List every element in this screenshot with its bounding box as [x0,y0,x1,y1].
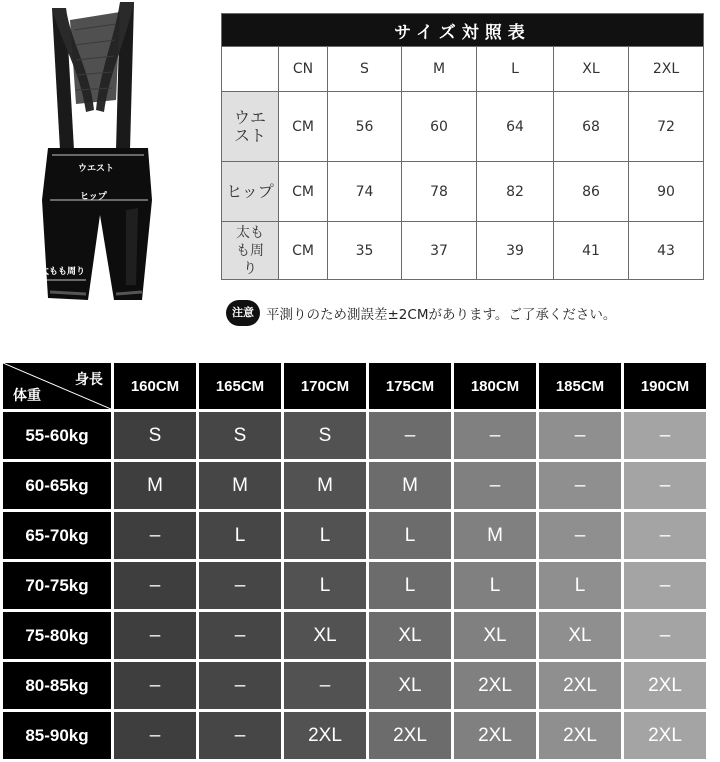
size-chart-unit: CM [279,222,328,280]
weight-row [3,662,706,709]
height-header: 180CM [454,363,536,409]
size-chart-row-label [222,222,279,280]
size-cell: S [114,412,196,459]
height-weight-table [0,360,709,762]
label-waist: ウエスト [233,107,266,145]
weight-row [3,462,706,509]
size-cell: M [199,462,281,509]
height-header: 165CM [199,363,281,409]
size-cell: – [199,612,281,659]
size-cell: – [624,412,706,459]
size-cell: L [369,512,451,559]
weight-label: 70-75kg [3,562,111,609]
size-cell: – [114,712,196,759]
size-cell: – [199,712,281,759]
size-cell: – [114,612,196,659]
size-chart-header-blank [222,47,279,92]
size-cell: – [454,462,536,509]
size-cell: – [114,512,196,559]
size-chart-cell: 74 [328,162,402,222]
size-chart-cell: 56 [328,92,402,162]
size-chart-cell: 37 [402,222,477,280]
bib-shorts-image [30,0,170,305]
size-cell: – [624,562,706,609]
size-chart-cell: 78 [402,162,477,222]
size-chart-header-l: L [477,47,554,92]
size-cell: L [199,512,281,559]
weight-row [3,562,706,609]
size-chart-cell: 64 [477,92,554,162]
caution-badge: 注意 [226,300,260,326]
height-header: 160CM [114,363,196,409]
weight-label: 85-90kg [3,712,111,759]
label-thigh: 太もも周り [236,224,264,277]
size-chart-cell: 86 [554,162,629,222]
size-cell: 2XL [539,662,621,709]
size-chart-unit: CM [279,162,328,222]
size-cell: 2XL [624,662,706,709]
size-cell: L [284,512,366,559]
size-chart-cell: 82 [477,162,554,222]
size-cell: – [624,462,706,509]
height-header: 185CM [539,363,621,409]
height-header: 170CM [284,363,366,409]
thigh-label: 太もも周り [40,267,86,277]
weight-label: 55-60kg [3,412,111,459]
size-cell: S [284,412,366,459]
size-cell: – [199,662,281,709]
size-cell: M [454,512,536,559]
size-chart-cell: 41 [554,222,629,280]
size-cell: XL [454,612,536,659]
size-cell: – [369,412,451,459]
size-chart-row-label [222,92,279,162]
size-cell: 2XL [454,662,536,709]
size-chart-row-label: ヒップ [222,162,279,222]
size-cell: XL [369,612,451,659]
size-cell: 2XL [284,712,366,759]
size-cell: – [624,612,706,659]
size-cell: XL [539,612,621,659]
size-chart-title: サイズ対照表 [222,14,704,47]
size-chart-cell: 43 [629,222,704,280]
size-chart-cell: 72 [629,92,704,162]
size-chart-header-s: S [328,47,402,92]
size-chart-cell: 90 [629,162,704,222]
size-cell: 2XL [624,712,706,759]
size-cell: XL [369,662,451,709]
size-chart-cell: 35 [328,222,402,280]
size-cell: XL [284,612,366,659]
corner-cell [3,363,111,409]
size-chart-header-cn: CN [279,47,328,92]
size-cell: – [624,512,706,559]
size-chart-header-m: M [402,47,477,92]
size-cell: – [114,662,196,709]
weight-row [3,512,706,559]
size-chart-cell: 60 [402,92,477,162]
weight-row [3,412,706,459]
weight-label: 75-80kg [3,612,111,659]
height-header: 175CM [369,363,451,409]
size-cell: L [284,562,366,609]
weight-row [3,612,706,659]
size-chart-unit: CM [279,92,328,162]
weight-label: 60-65kg [3,462,111,509]
size-cell: – [539,512,621,559]
size-cell: 2XL [369,712,451,759]
weight-label: 80-85kg [3,662,111,709]
size-cell: S [199,412,281,459]
size-chart-table [221,13,704,280]
size-cell: M [284,462,366,509]
size-cell: – [199,562,281,609]
size-cell: M [369,462,451,509]
size-chart-header-2xl: 2XL [629,47,704,92]
size-cell: 2XL [454,712,536,759]
measurement-note [226,300,616,326]
size-cell: L [539,562,621,609]
size-cell: – [284,662,366,709]
size-cell: – [454,412,536,459]
size-cell: L [454,562,536,609]
size-cell: L [369,562,451,609]
weight-label: 65-70kg [3,512,111,559]
size-cell: 2XL [539,712,621,759]
size-cell: M [114,462,196,509]
size-chart-cell: 39 [477,222,554,280]
size-cell: – [539,462,621,509]
size-cell: – [114,562,196,609]
weight-axis-label: 体重 [13,387,41,403]
waist-label: ウエスト [78,164,115,174]
height-axis-label: 身長 [75,371,103,387]
note-text: 平測りのため測誤差±2CMがあります。ご了承ください。 [266,307,617,323]
height-header: 190CM [624,363,706,409]
size-chart-cell: 68 [554,92,629,162]
size-chart-header-xl: XL [554,47,629,92]
hip-label: ヒップ [80,192,107,202]
size-cell: – [539,412,621,459]
